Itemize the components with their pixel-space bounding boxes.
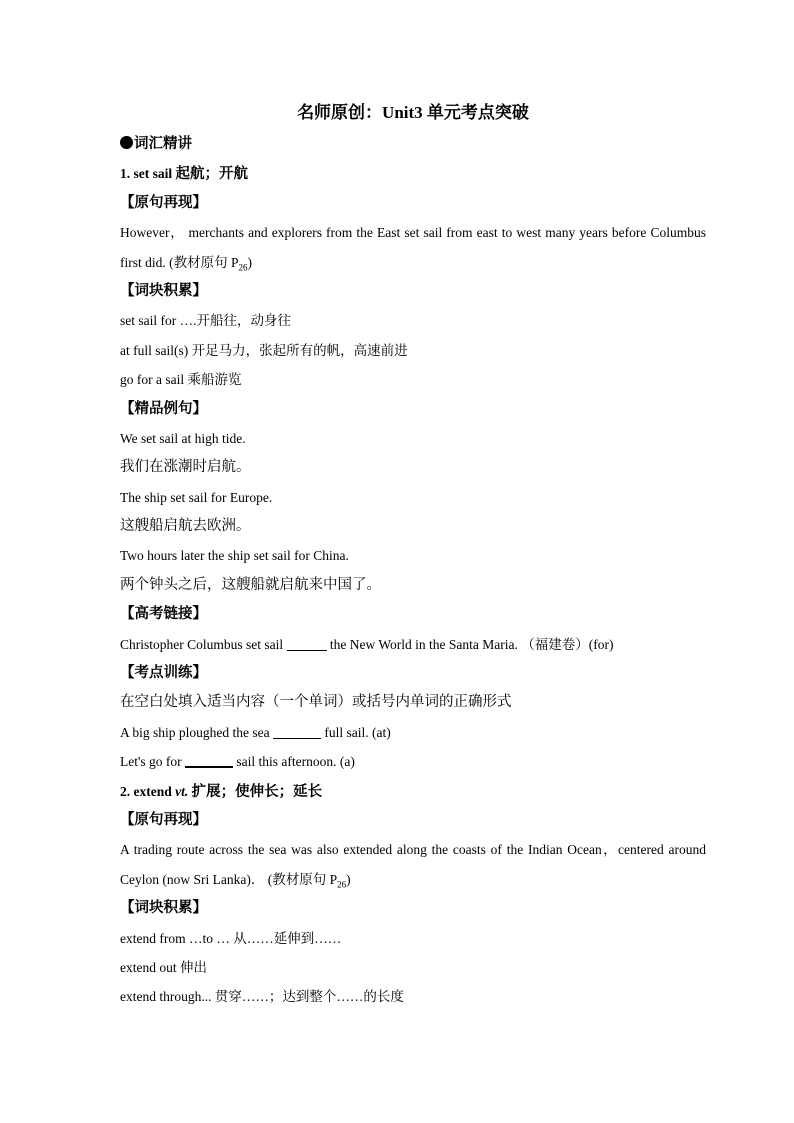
example-en: The ship set sail for Europe.: [120, 489, 273, 505]
page-title: 名师原创：Unit3 单元考点突破: [297, 103, 529, 122]
item-2-phrase-label: 【词块积累】: [120, 900, 207, 917]
example-zh: 两个钟头之后，这艘船就启航来中国了。: [120, 576, 381, 593]
item-1-phrase: go for a sail 乘船游览: [120, 372, 242, 388]
item-2-phrase: extend from …to … 从……延伸到……: [120, 930, 342, 946]
section-heading: 词汇精讲: [120, 130, 706, 159]
answer-blank: [185, 752, 233, 768]
item-2-original-label: 【原句再现】: [120, 812, 207, 828]
drill-instruction: 在空白处填入适当内容（一个单词）或括号内单词的正确形式: [120, 694, 512, 711]
item-2-phrase: extend out 伸出: [120, 959, 207, 975]
document-page: [120, 96, 706, 1012]
item-1-original-text: However， merchants and explorers from the East set sail from east to west many years before Columbus first did. (教材原句 $P_{26}$): [120, 225, 706, 273]
answer-blank: [273, 724, 321, 739]
example-zh: 这艘船启航去欧洲。: [120, 518, 251, 535]
item-2-phrase: extend through... 贯穿……；达到整个……的长度: [120, 989, 404, 1005]
gaokao-question: Christopher Columbus set sail the New World in the Santa Maria. （福建卷）(for): [120, 636, 614, 652]
drill-question: A big ship ploughed the sea full sail. (at): [120, 724, 391, 740]
item-2-heading: 2. extend vt. 扩展；使伸长；延长: [120, 783, 323, 800]
drill-question: Let's go for sail this afternoon. (a): [120, 754, 355, 770]
item-1-gaokao-label: 【高考链接】: [120, 606, 207, 623]
bullet-icon: [120, 136, 133, 149]
item-1-phrase: at full sail(s) 开足马力，张起所有的帆，高速前进: [120, 342, 408, 358]
item-2-original-text: A trading route across the sea was also extended along the coasts of the Indian Ocean，centered around Ceylon (now Sri Lanka)． (教材原句 $P_{26}$): [120, 842, 706, 890]
example-zh: 我们在涨潮时启航。: [120, 459, 251, 476]
item-1-heading: 1. set sail 起航；开航: [120, 166, 248, 183]
example-en: We set sail at high tide.: [120, 430, 246, 446]
answer-blank: [287, 636, 327, 651]
item-1-phrase-label: 【词块积累】: [120, 282, 207, 299]
item-1-drill-label: 【考点训练】: [120, 665, 207, 682]
item-1-phrase: set sail for ….开船往，动身往: [120, 313, 291, 329]
item-1-original-label: 【原句再现】: [120, 194, 207, 211]
example-en: Two hours later the ship set sail for China.: [120, 548, 349, 564]
item-1-example-label: 【精品例句】: [120, 400, 207, 417]
